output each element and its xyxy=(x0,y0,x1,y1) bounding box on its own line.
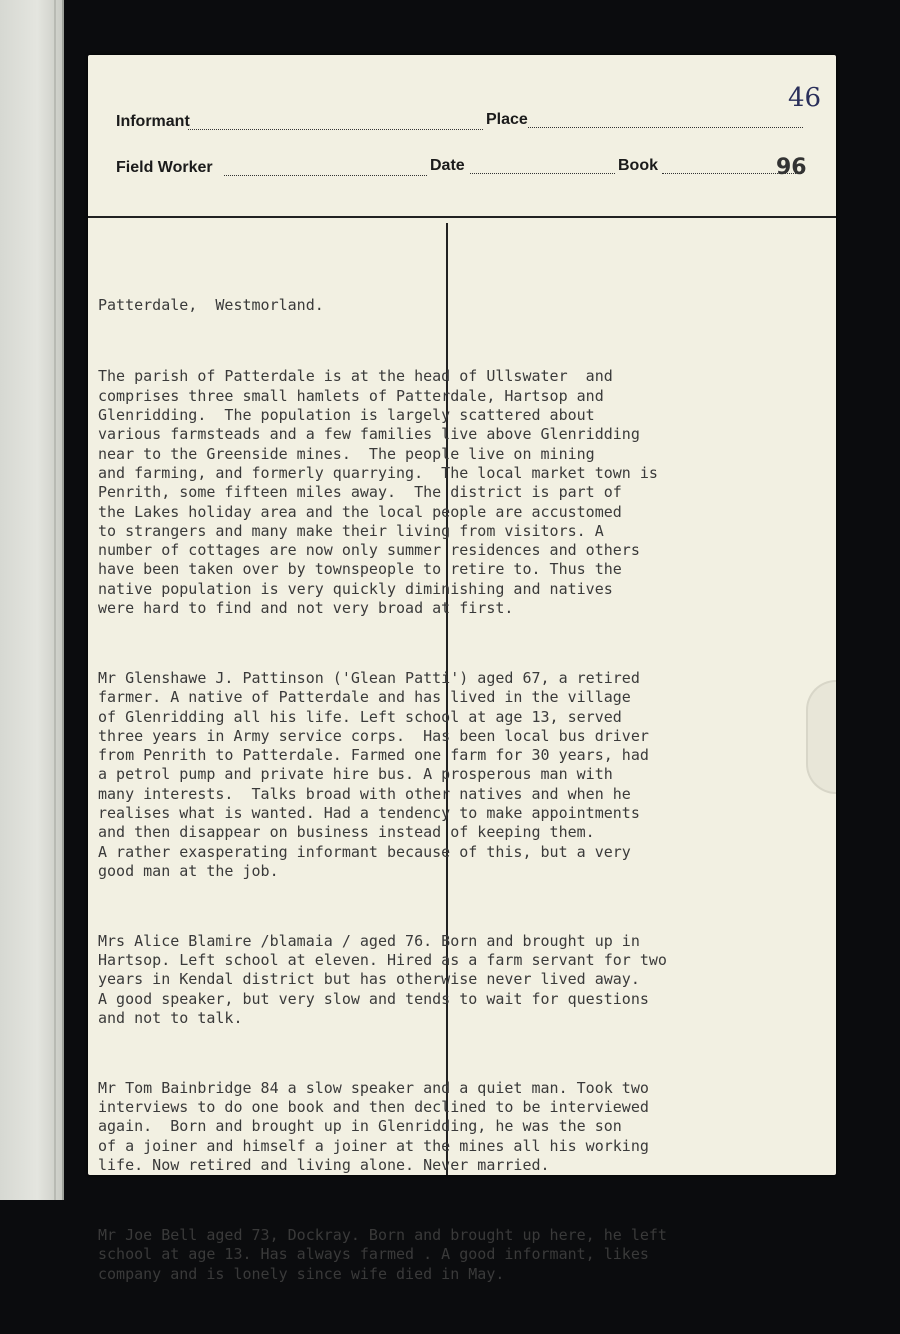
book-label: Book xyxy=(618,157,658,174)
typed-line: interviews to do one book and then declined to be interviewed xyxy=(98,1098,649,1117)
typed-line: life. Now retired and living alone. Never married. xyxy=(98,1156,550,1175)
location-title: Patterdale, Westmorland. xyxy=(98,295,324,314)
typed-line: school at age 13. Has always farmed . A good informant, likes xyxy=(98,1245,649,1264)
page-number-pencil: 46 xyxy=(788,83,822,113)
typed-line: were hard to find and not very broad at first. xyxy=(98,599,514,618)
typed-line: near to the Greenside mines. The people live on mining xyxy=(98,444,595,463)
informant-label: Informant xyxy=(116,113,190,130)
informant-blamire xyxy=(98,932,828,1028)
typed-line: various farmsteads and a few families live above Glenridding xyxy=(98,425,640,444)
book-number: 96 xyxy=(776,155,807,180)
index-card xyxy=(88,55,836,1283)
left-page-edge xyxy=(0,0,64,1200)
typed-line: of a joiner and himself a joiner at the mines all his working xyxy=(98,1136,649,1155)
typed-line: company and is lonely since wife died in May. xyxy=(98,1264,505,1283)
header-rule xyxy=(88,216,836,218)
typed-line: farmer. A native of Patterdale and has lived in the village xyxy=(98,688,631,707)
place-label: Place xyxy=(486,111,528,128)
typed-line: and then disappear on business instead of keeping them. xyxy=(98,823,595,842)
typed-line: again. Born and brought up in Glenridding, he was the son xyxy=(98,1117,622,1136)
typed-line: The parish of Patterdale is at the head of Ullswater and xyxy=(98,367,613,386)
informant-bell xyxy=(98,1226,828,1284)
typed-line: from Penrith to Patterdale. Farmed one farm for 30 years, had xyxy=(98,746,649,765)
typed-line: Hartsop. Left school at eleven. Hired as a farm servant for two xyxy=(98,951,667,970)
informant-bainbridge xyxy=(98,1079,828,1175)
typed-line: of Glenridding all his life. Left school at age 13, served xyxy=(98,707,622,726)
typed-line: Mr Glenshawe J. Pattinson ('Glean Patti') aged 67, a retired xyxy=(98,668,640,687)
field-worker-label: Field Worker xyxy=(116,159,213,176)
typed-line: Glenridding. The population is largely scattered about xyxy=(98,406,595,425)
typed-line: and not to talk. xyxy=(98,1008,243,1027)
field-worker-dotted-line xyxy=(224,175,427,176)
typed-line: realises what is wanted. Had a tendency to make appointments xyxy=(98,804,640,823)
typed-line: the Lakes holiday area and the local people are accustomed xyxy=(98,502,622,521)
typed-notes xyxy=(98,257,828,1334)
date-dotted-line xyxy=(470,173,615,174)
typed-line: a petrol pump and private hire bus. A prosperous man with xyxy=(98,765,613,784)
parish-description xyxy=(98,367,828,618)
typed-line: many interests. Talks broad with other natives and when he xyxy=(98,784,631,803)
typed-line: Penrith, some fifteen miles away. The district is part of xyxy=(98,483,622,502)
typed-line: A good speaker, but very slow and tends to wait for questions xyxy=(98,989,649,1008)
typed-line: to strangers and many make their living from visitors. A xyxy=(98,521,604,540)
typed-line: and farming, and formerly quarrying. The local market town is xyxy=(98,463,658,482)
typed-line: number of cottages are now only summer residences and others xyxy=(98,541,640,560)
informant-dotted-line xyxy=(188,129,483,130)
typed-line: comprises three small hamlets of Patterdale, Hartsop and xyxy=(98,386,604,405)
typed-line: Mr Tom Bainbridge 84 a slow speaker and a quiet man. Took two xyxy=(98,1078,649,1097)
typed-line: native population is very quickly diminishing and natives xyxy=(98,579,613,598)
card-tab-notch xyxy=(806,680,836,794)
typed-line: A rather exasperating informant because of this, but a very xyxy=(98,842,631,861)
typed-line: Mrs Alice Blamire /blamaia / aged 76. Born and brought up in xyxy=(98,931,640,950)
typed-line: Mr Joe Bell aged 73, Dockray. Born and brought up here, he left xyxy=(98,1225,667,1244)
typed-line: years in Kendal district but has otherwise never lived away. xyxy=(98,970,640,989)
typed-line: have been taken over by townspeople to retire to. Thus the xyxy=(98,560,622,579)
place-dotted-line xyxy=(528,127,803,128)
typed-line: three years in Army service corps. Has been local bus driver xyxy=(98,726,649,745)
page-edge-line xyxy=(54,0,56,1200)
informant-pattinson xyxy=(98,669,828,881)
typed-line: good man at the job. xyxy=(98,861,279,880)
date-label: Date xyxy=(430,157,465,174)
